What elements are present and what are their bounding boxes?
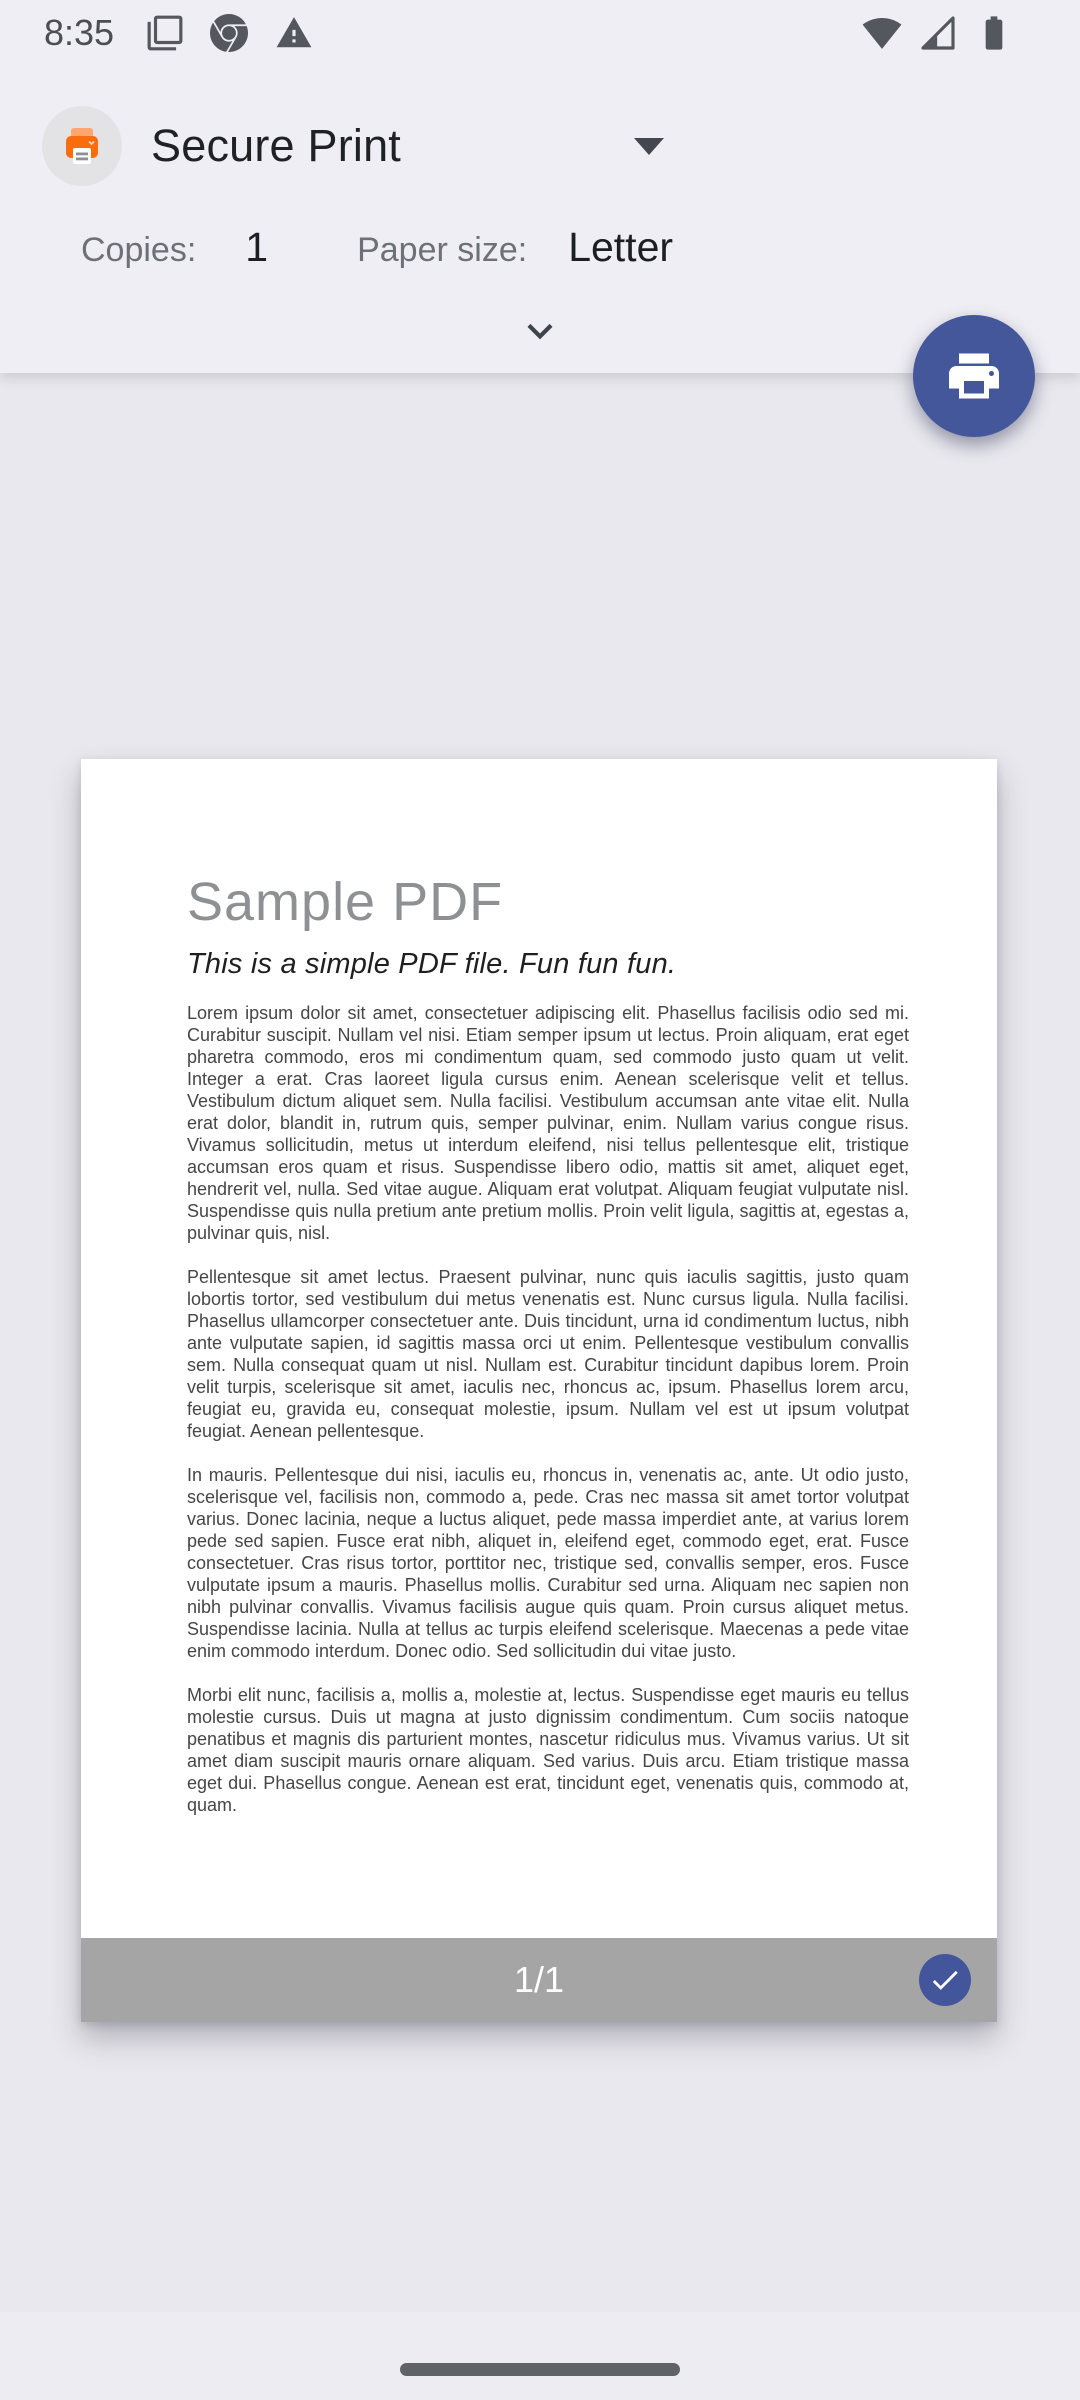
status-bar: [0, 0, 1080, 66]
print-button[interactable]: [913, 315, 1035, 437]
overlapping-pages-icon: [146, 14, 184, 52]
printer-icon: [944, 346, 1004, 406]
secure-print-service-icon: [54, 118, 110, 174]
copies-value[interactable]: 1: [245, 224, 269, 270]
cell-signal-icon: [918, 13, 958, 53]
copies-label: Copies:: [81, 231, 197, 269]
chrome-icon: [210, 14, 248, 52]
wifi-icon: [862, 13, 902, 53]
document-paragraph: Lorem ipsum dolor sit amet, consectetuer adipiscing elit. Phasellus facilisis odio sed mi. Curabitur suscipit. Nullam vel nisi. Etiam semper ipsum ut lectus. Proin aliquam, erat eget pharetra commodo, eros mi condimentum quam, sed commodo justo quam ut velit. Integer a erat. Cras laoreet ligula cursus enim. Aenean scelerisque velit et tellus. Vestibulum dictum aliquet sem. Nulla facilisi. Vestibulum accumsan ante vitae elit. Nulla erat dolor, blandit in, rutrum quis, semper pulvinar, enim. Nullam varius congue risus. Vivamus sollicitudin, metus ut interdum eleifend, nisi tellus pellentesque elit, tristique accumsan eros quam et risus. Suspendisse libero odio, mattis sit amet, aliquet eget, hendrerit vel, nulla. Sed vitae augue. Aliquam erat volutpat. Aliquam feugiat vulputate nisl. Suspendisse quis nulla pretium ante pretium mollis. Proin velit ligula, sagittis at, egestas a, pulvinar quis, nisl.: [187, 1003, 909, 1244]
printer-avatar: [42, 106, 122, 186]
print-summary-row: [81, 224, 1080, 271]
page-indicator-bar: [81, 1938, 997, 2022]
clock: 8:35: [44, 12, 115, 53]
document-paragraph: Pellentesque sit amet lectus. Praesent pulvinar, nunc quis iaculis sagittis, justo quam lobortis tortor, sed vestibulum dui metus venenatis est. Nunc cursus ligula. Nulla facilisi. Phasellus ullamcorper consectetuer ante. Duis tincidunt, urna id condimentum luctus, nibh ante vulputate sapien, id sagittis massa orci ut enim. Pellentesque vestibulum convallis sem. Nulla consequat quam ut nisl. Nullam est. Curabitur tincidunt dapibus lorem. Proin velit turpis, scelerisque sit amet, iaculis nec, rhoncus ac, ipsum. Phasellus lorem arcu, feugiat eu, gravida eu, consequat molestie, ipsum. Nullam vel est ut ipsum volutpat feugiat. Aenean pellentesque.: [187, 1267, 909, 1442]
chevron-down-icon: [515, 306, 565, 356]
printer-dropdown-caret-icon: [634, 138, 664, 155]
page-preview[interactable]: [81, 759, 997, 2022]
document-content: [81, 759, 997, 1816]
document-title: Sample PDF: [187, 872, 504, 932]
gesture-nav-bar: [0, 2312, 1080, 2400]
document-paragraph: Morbi elit nunc, facilisis a, mollis a, molestie at, lectus. Suspendisse eget mauris eu tellus molestie cursus. Duis ut magna at justo dignissim condimentum. Cum sociis natoque penatibus et magnis dis parturient montes, nascetur ridiculus mus. Vivamus varius. Ut sit amet diam suscipit mauris ornare aliquam. Sed varius. Duis arcu. Etiam tristique massa eget dui. Phasellus congue. Aenean est erat, tincidunt eget, venenatis quis, commodo at, quam.: [187, 1685, 909, 1816]
battery-icon: [974, 13, 1014, 53]
page-indicator: 1/1: [513, 1959, 565, 2000]
expand-options-button[interactable]: [512, 309, 568, 353]
document-subtitle: This is a simple PDF file. Fun fun fun.: [187, 948, 677, 981]
system-status-icons: [862, 13, 1014, 53]
document-paragraph: In mauris. Pellentesque dui nisi, iaculis eu, rhoncus in, venenatis ac, ante. Ut odio justo, scelerisque vel, facilisis non, commodo a, pede. Cras nec massa sit amet tortor volutpat varius. Donec lacinia, neque a luctus aliquet, pede massa imperdiet ante, at varius lorem pede sed sapien. Fusce erat nibh, aliquet in, eleifend eget, commodo eget, erat. Fusce consectetuer. Cras risus tortor, porttitor nec, tristique sed, convallis semper, eros. Fusce vulputate ipsum a mauris. Phasellus mollis. Curabitur sed urna. Aliquam nec sapien non nibh pulvinar convallis. Vivamus facilisis augue quis quam. Proin cursus aliquet metus. Suspendisse lacinia. Nulla at tellus ac turpis eleifend scelerisque. Maecenas a pede vitae enim commodo interdum. Donec odio. Sed sollicitudin dui vitae justo.: [187, 1465, 909, 1662]
warning-icon: [274, 14, 314, 52]
paper-size-value[interactable]: Letter: [568, 224, 674, 270]
paper-size-label: Paper size:: [357, 231, 528, 269]
page-selected-toggle[interactable]: [919, 1954, 971, 2006]
check-icon: [928, 1963, 962, 1997]
printer-selector[interactable]: [42, 106, 664, 186]
gesture-nav-handle[interactable]: [400, 2363, 680, 2376]
print-options-panel: [0, 66, 1080, 373]
printer-name: Secure Print: [151, 120, 402, 171]
notification-icons: [146, 14, 314, 52]
